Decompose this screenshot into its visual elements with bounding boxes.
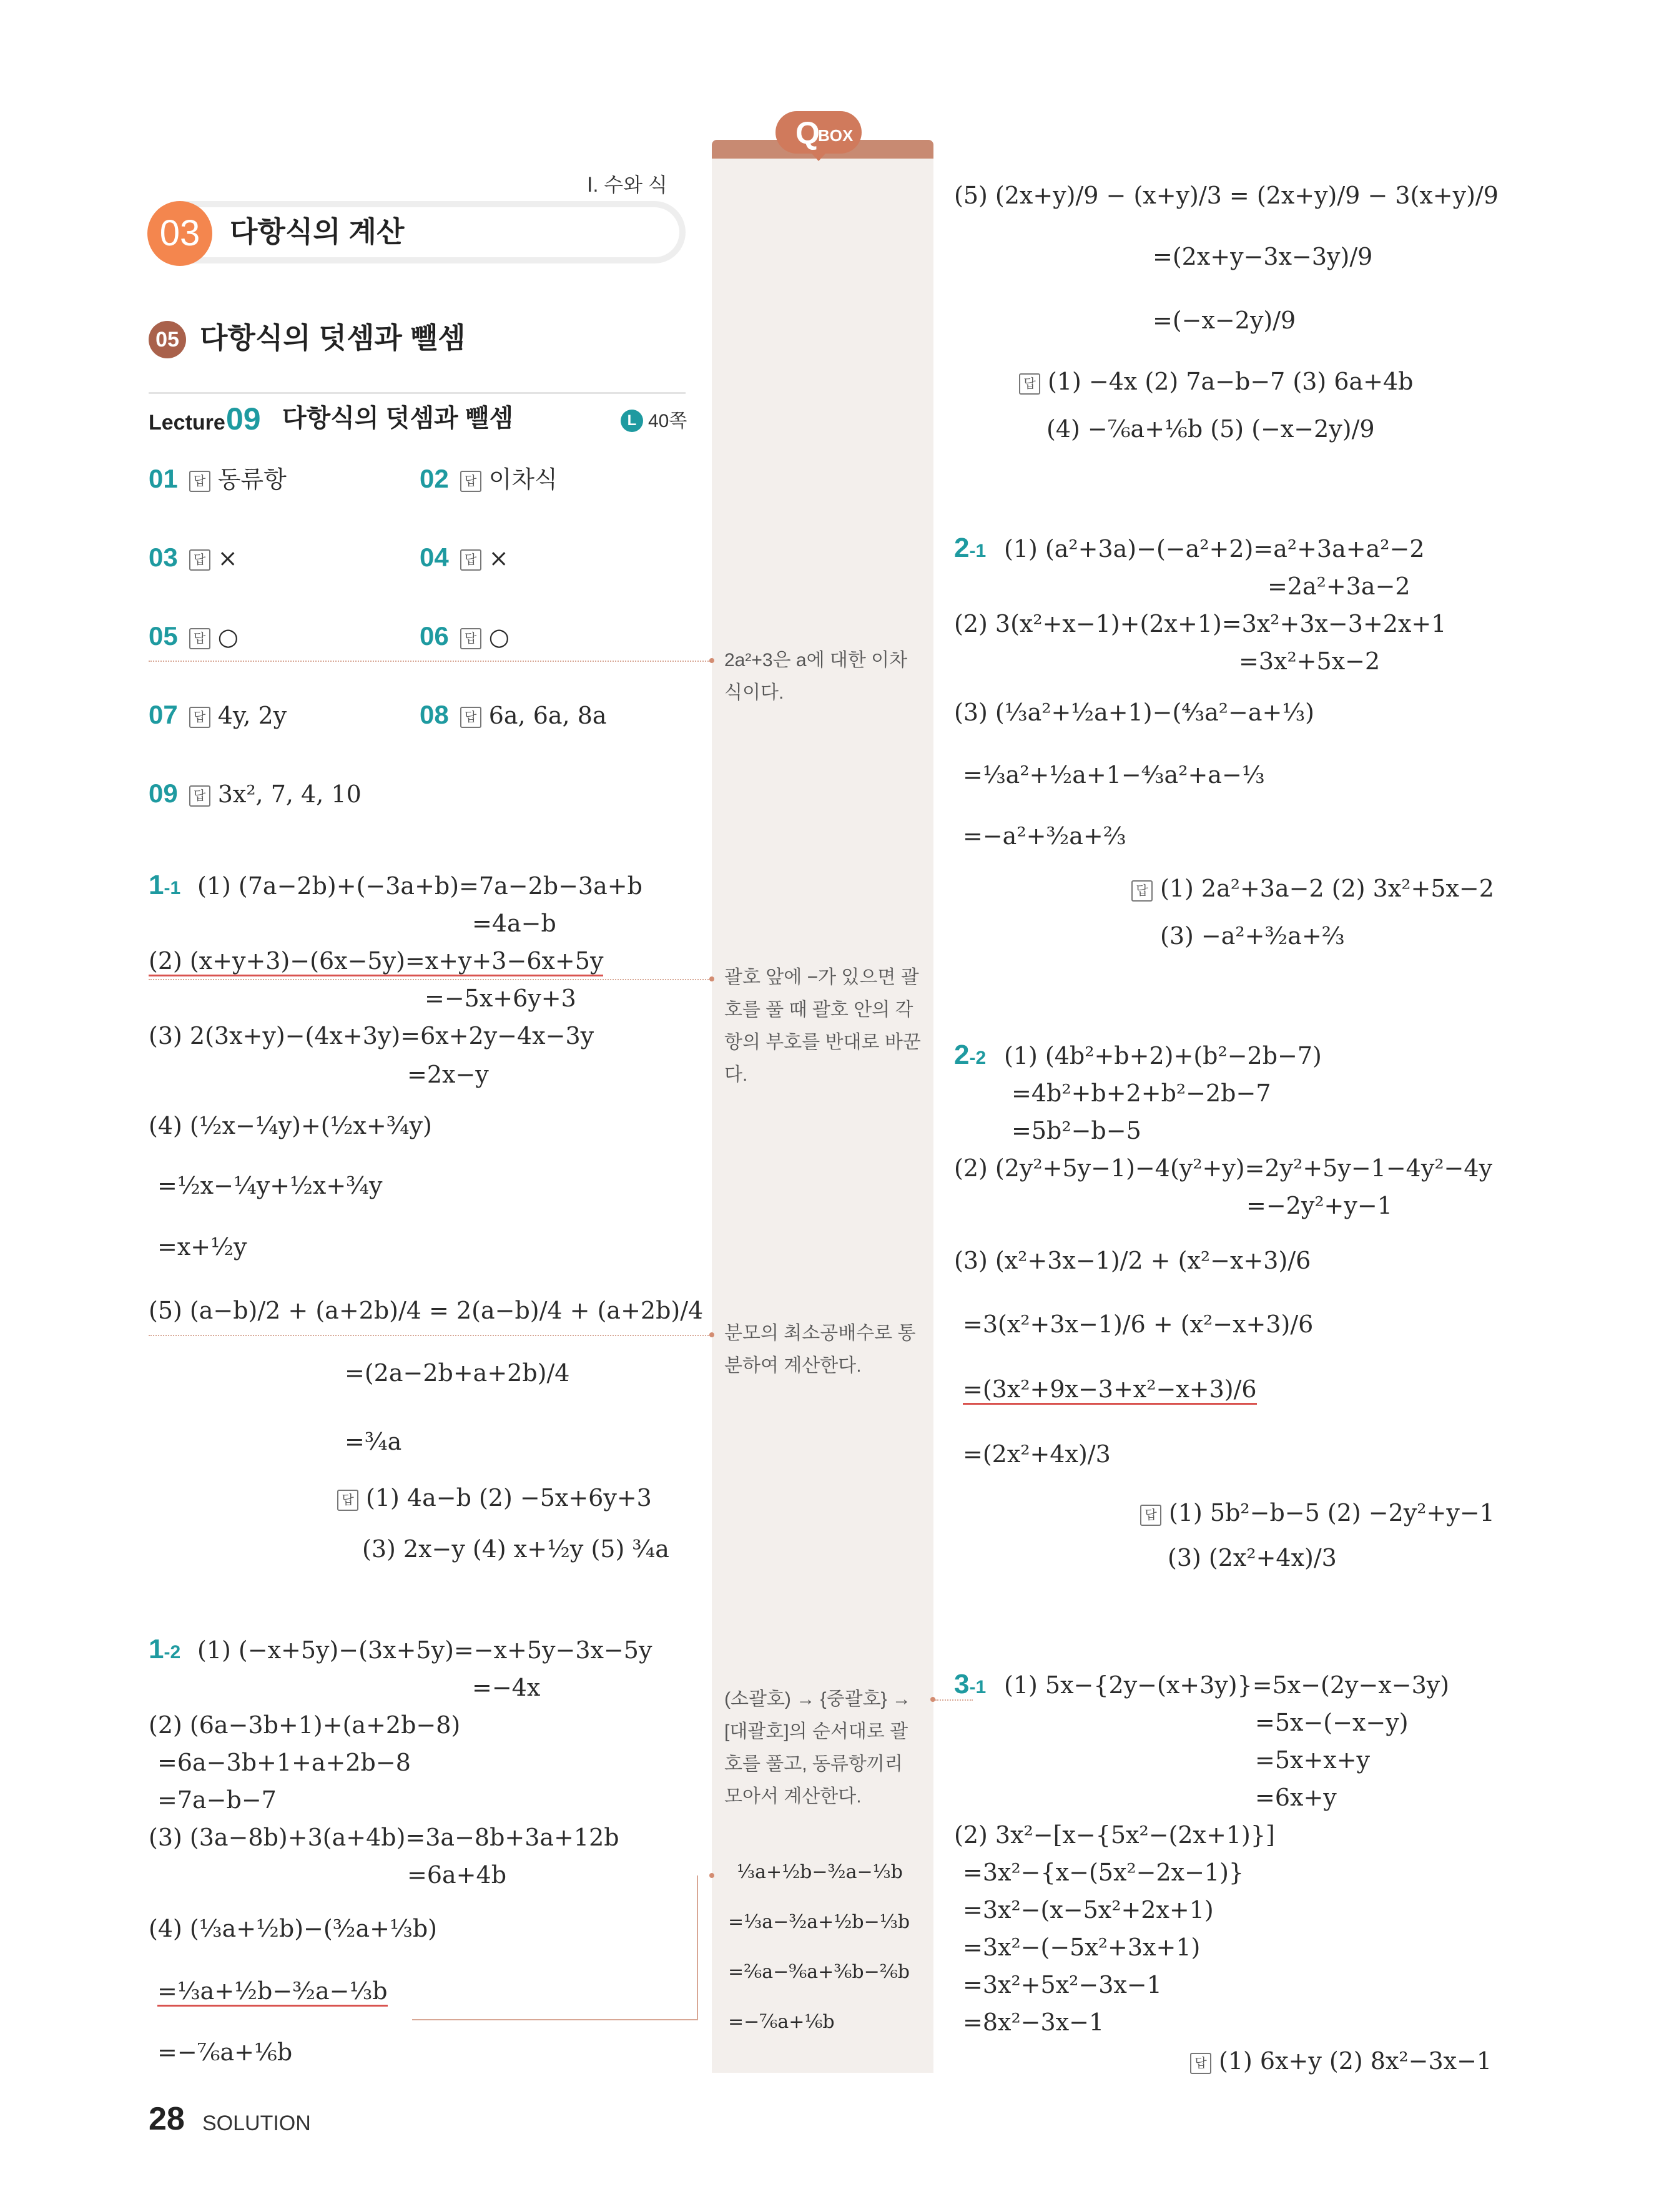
page-number: 28 <box>149 2101 185 2137</box>
answer-mark-icon: 답 <box>189 707 210 728</box>
math-line: =2x−y <box>407 1061 489 1088</box>
answer-03: 03 답 × <box>149 543 238 572</box>
lecture-word: Lecture <box>149 411 225 435</box>
answer-mark-icon: 답 <box>460 471 481 492</box>
math-line: =−a²+³⁄₂a+⅔ <box>963 822 1126 850</box>
subsection-number-badge: 05 <box>149 321 186 358</box>
answer-summary: 답 (1) 2a²+3a−2 (2) 3x²+5x−2 <box>1131 877 1494 902</box>
answer-mark-icon: 답 <box>460 707 481 728</box>
answer-mark-icon: 답 <box>460 628 481 649</box>
math-line: =½x−¼y+½x+¾y <box>157 1172 383 1199</box>
note-3: 분모의 최소공배수로 통분하여 계산한다. <box>724 1323 916 1376</box>
math-line-underlined: =(3x²+9x−3+x²−x+3)/6 <box>963 1375 1257 1405</box>
math-line: =4a−b <box>472 910 556 937</box>
note-5-line: =−⁷⁄₆a+⅙b <box>728 2011 835 2033</box>
math-line: =8x²−3x−1 <box>963 2008 1105 2036</box>
answer-mark-icon: 답 <box>189 628 210 649</box>
qbox-logo-box: BOX <box>818 126 854 145</box>
note-5-line: =²⁄₆a−⁹⁄₆a+³⁄₆b−²⁄₆b <box>728 1961 910 1983</box>
math-line: (2) (6a−3b+1)+(a+2b−8) <box>149 1711 461 1739</box>
math-line: (3) (3a−8b)+3(a+4b)=3a−8b+3a+12b <box>149 1824 619 1851</box>
problem-3-1-label: 3-1 <box>954 1669 987 1699</box>
answer-summary: 답 (1) 5b²−b−5 (2) −2y²+y−1 <box>1140 1501 1495 1526</box>
answer-mark-icon: 답 <box>337 1490 358 1511</box>
answer-mark-icon: 답 <box>1190 2053 1211 2074</box>
math-line: =5b²−b−5 <box>1012 1117 1141 1144</box>
math-line: =3(x²+3x−1)/6 + (x²−x+3)/6 <box>963 1310 1314 1338</box>
answer-04: 04 답 × <box>420 543 509 572</box>
lecture-page-icon: L <box>621 410 643 432</box>
lecture-title: 다항식의 덧셈과 뺄셈 <box>282 405 513 432</box>
answer-mark-icon: 답 <box>460 549 481 571</box>
math-line: =x+½y <box>157 1233 247 1261</box>
footer-label: SOLUTION <box>202 2111 311 2135</box>
problem-1-1-label: 1-1 <box>149 870 181 900</box>
math-line: =¾a <box>345 1428 402 1455</box>
math-line: =4b²+b+2+b²−2b−7 <box>1012 1079 1271 1107</box>
math-line: (1) 5x−{2y−(x+3y)}=5x−(2y−x−3y) <box>1004 1671 1450 1699</box>
answer-05: 05 답 ○ <box>149 621 239 651</box>
math-line: (2) (2y²+5y−1)−4(y²+y)=2y²+5y−1−4y²−4y <box>954 1154 1493 1182</box>
note-leader-2 <box>149 979 711 980</box>
note-leader-horizontal <box>412 2019 698 2020</box>
answer-mark-icon: 답 <box>189 785 210 807</box>
chapter-title: 다항식의 계산 <box>230 215 405 248</box>
answer-07: 07 답 4y, 2y <box>149 700 287 729</box>
math-line: (1) (−x+5y)−(3x+5y)=−x+5y−3x−5y <box>197 1636 652 1664</box>
math-line: =3x²−(x−5x²+2x+1) <box>963 1896 1214 1924</box>
math-line: =(2x+y−3x−3y)/9 <box>1153 243 1373 270</box>
answer-mark-icon: 답 <box>1019 373 1040 395</box>
answer-summary: 답 (1) 6x+y (2) 8x²−3x−1 <box>1190 2049 1492 2074</box>
qbox-logo-q: Q <box>795 116 820 150</box>
answer-summary: (3) −a²+³⁄₂a+⅔ <box>1160 922 1345 950</box>
answer-mark-icon: 답 <box>1140 1505 1161 1526</box>
note-leader-4 <box>935 1699 973 1701</box>
answer-mark-icon: 답 <box>189 471 210 492</box>
math-line: (4) (⅓a+½b)−(³⁄₂a+⅓b) <box>149 1915 437 1942</box>
math-line: =(2a−2b+a+2b)/4 <box>345 1359 570 1387</box>
note-leader-3 <box>149 1335 711 1336</box>
answer-01: 01 답 동류항 <box>149 464 287 493</box>
lecture-page-ref: 40쪽 <box>648 411 687 431</box>
note-5-line: ⅓a+½b−³⁄₂a−⅓b <box>737 1861 903 1883</box>
note-bullet-icon <box>709 1332 714 1337</box>
math-line: (1) (7a−2b)+(−3a+b)=7a−2b−3a+b <box>197 872 642 900</box>
chapter-bar <box>149 201 686 263</box>
math-line: =−4x <box>472 1674 541 1701</box>
note-1: 2a²+3은 a에 대한 이차식이다. <box>724 650 908 703</box>
answer-summary: (3) 2x−y (4) x+½y (5) ¾a <box>362 1535 669 1563</box>
math-line: (3) 2(3x+y)−(4x+3y)=6x+2y−4x−3y <box>149 1022 594 1049</box>
math-line-underlined: =⅓a+½b−³⁄₂a−⅓b <box>157 1977 388 2007</box>
math-line: (2) 3(x²+x−1)+(2x+1)=3x²+3x−3+2x+1 <box>954 610 1447 637</box>
math-line: =6a−3b+1+a+2b−8 <box>157 1749 411 1776</box>
note-leader-1 <box>149 661 711 662</box>
math-line: =3x²+5x²−3x−1 <box>963 1971 1162 1998</box>
math-line: =3x²+5x−2 <box>1239 647 1381 675</box>
math-line: (5) (2x+y)/9 − (x+y)/3 = (2x+y)/9 − 3(x+y)/9 <box>954 182 1499 209</box>
note-5-line: =⅓a−³⁄₂a+½b−⅓b <box>728 1911 910 1933</box>
math-line-underlined: (2) (x+y+3)−(6x−5y)=x+y+3−6x+5y <box>149 947 603 976</box>
chapter-number-badge: 03 <box>147 201 212 266</box>
math-line: =3x²−{x−(5x²−2x−1)} <box>963 1859 1244 1886</box>
math-line: =5x+x+y <box>1255 1746 1371 1774</box>
math-line: =7a−b−7 <box>157 1786 277 1814</box>
math-line: =−⁷⁄₆a+⅙b <box>157 2038 293 2066</box>
answer-02: 02 답 이차식 <box>420 464 558 493</box>
math-line: (1) (a²+3a)−(−a²+2)=a²+3a+a²−2 <box>1004 535 1425 563</box>
note-2: 괄호 앞에 −가 있으면 괄호를 풀 때 괄호 안의 각 항의 부호를 반대로 바꾼다. <box>724 967 921 1085</box>
answer-09: 09 답 3x², 7, 4, 10 <box>149 779 362 808</box>
note-leader-vertical <box>697 1875 698 2019</box>
answer-summary: 답 (1) 4a−b (2) −5x+6y+3 <box>337 1486 652 1511</box>
note-4: (소괄호) → {중괄호} → [대괄호]의 순서대로 괄호를 풀고, 동류항끼리 모아서 계산한다. <box>724 1689 911 1807</box>
math-line: =5x−(−x−y) <box>1255 1709 1409 1736</box>
math-line <box>963 1377 1257 1401</box>
subsection-title: 다항식의 덧셈과 뺄셈 <box>200 322 466 354</box>
problem-1-2-label: 1-2 <box>149 1634 181 1664</box>
math-line: =2a²+3a−2 <box>1268 573 1410 600</box>
math-line: =6x+y <box>1255 1784 1337 1811</box>
lecture-divider <box>149 392 686 394</box>
math-line: =⅓a²+½a+1−⁴⁄₃a²+a−⅓ <box>963 761 1265 789</box>
math-line: (3) (x²+3x−1)/2 + (x²−x+3)/6 <box>954 1247 1311 1274</box>
math-line: =(2x²+4x)/3 <box>963 1440 1111 1468</box>
note-bullet-icon <box>709 658 714 663</box>
answer-08: 08 답 6a, 6a, 8a <box>420 700 607 729</box>
math-line: =−5x+6y+3 <box>425 985 576 1012</box>
math-line: (5) (a−b)/2 + (a+2b)/4 = 2(a−b)/4 + (a+2b)/4 <box>149 1297 704 1324</box>
lecture-number: 09 <box>226 401 261 436</box>
math-line <box>149 949 603 973</box>
math-line: (3) (⅓a²+½a+1)−(⁴⁄₃a²−a+⅓) <box>954 699 1314 726</box>
answer-summary: 답 (1) −4x (2) 7a−b−7 (3) 6a+4b <box>1019 370 1414 395</box>
math-line: (2) 3x²−[x−{5x²−(2x+1)}] <box>954 1821 1275 1849</box>
math-line: (1) (4b²+b+2)+(b²−2b−7) <box>1004 1042 1322 1069</box>
math-line: =3x²−(−5x²+3x+1) <box>963 1934 1201 1961</box>
math-line: =6a+4b <box>407 1861 507 1889</box>
math-line <box>157 1979 388 2003</box>
section-label: Ⅰ. 수와 식 <box>587 174 667 196</box>
problem-2-1-label: 2-1 <box>954 533 987 563</box>
note-bullet-icon <box>709 976 714 981</box>
note-bullet-icon <box>709 1873 714 1878</box>
answer-06: 06 답 ○ <box>420 621 510 651</box>
answer-mark-icon: 답 <box>189 549 210 571</box>
answer-summary: (4) −⁷⁄₆a+⅙b (5) (−x−2y)/9 <box>1046 415 1375 443</box>
math-line: (4) (½x−¼y)+(½x+¾y) <box>149 1112 432 1139</box>
problem-2-2-label: 2-2 <box>954 1040 987 1070</box>
math-line: =−2y²+y−1 <box>1246 1192 1392 1219</box>
qbox-logo-icon <box>772 107 865 162</box>
math-line: =(−x−2y)/9 <box>1153 307 1296 334</box>
answer-summary: (3) (2x²+4x)/3 <box>1168 1544 1337 1571</box>
note-bullet-icon <box>930 1697 935 1702</box>
answer-mark-icon: 답 <box>1131 880 1153 902</box>
